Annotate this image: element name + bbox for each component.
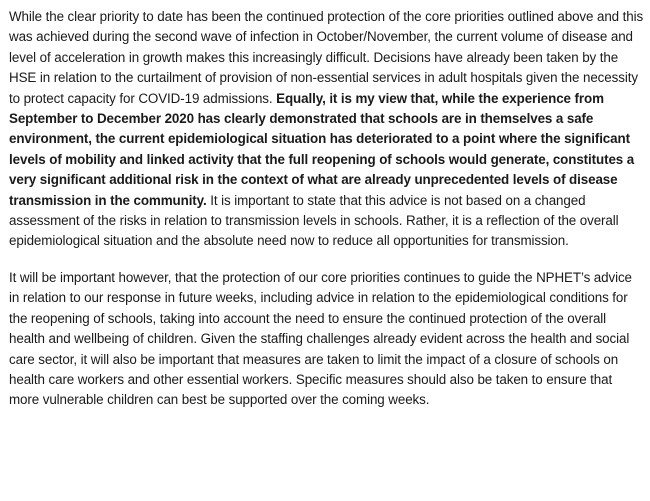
paragraph-intro-text: While the clear priority to date has been the continued protection of the core priorities outlined above and this was achieved during the second wave of infection in October/November, the current volume of disease and level of acceleration in growth makes this increasingly difficult. Decisions have already been taken by the HSE in relation to the curtailment of provision of non-essential services in adult hospitals given the necessity to protect capacity for COVID-19 admissions. [9,9,644,106]
document-page [9,7,645,411]
paragraph-closing-text: It is important to state that this advice is not based on a changed assessment of the risks in relation to transmission levels in schools. Rather, it is a reflection of the overall epidemiological situation and the absolute need now to reduce all opportunities for transmission. [9,192,619,249]
paragraph-future-guidance: It will be important however, that the protection of our core priorities continues to guide the NPHET’s advice in relation to our response in future weeks, including advice in relation to the epidemiological conditions for the reopening of schools, taking into account the need to ensure the continued protection of the overall health and wellbeing of children. Given the staffing challenges already evident across the health and social care sector, it will also be important that measures are taken to limit the impact of a closure of schools on health care workers and other essential workers. Specific measures should also be taken to ensure that more vulnerable children can best be supported over the coming weeks. [9,269,632,408]
paragraph-priorities-and-schools [9,7,645,252]
paragraph-bold-emphasis: Equally, it is my view that, while the experience from September to December 2020 has clearly demonstrated that schools are in themselves a safe environment, the current epidemiological situation has deteriorated to a point where the significant levels of mobility and linked activity that the full reopening of schools would generate, constitutes a very significant additional risk in the context of what are already unprecedented levels of disease transmission in the community. [9,90,635,208]
